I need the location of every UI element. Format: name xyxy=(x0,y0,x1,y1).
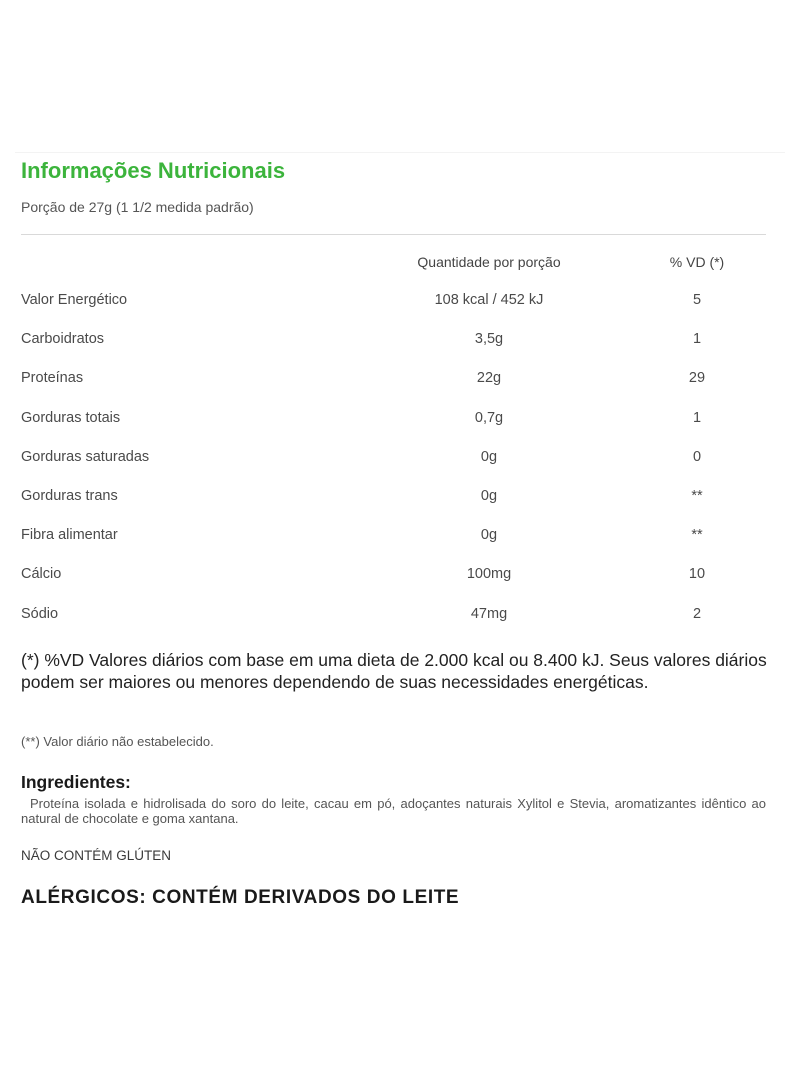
ingredients-heading: Ingredientes: xyxy=(21,772,131,792)
nutrient-label: Fibra alimentar xyxy=(21,527,118,544)
table-row xyxy=(0,402,800,441)
nutrient-label: Gorduras saturadas xyxy=(21,448,150,465)
nutrient-vd: 29 xyxy=(688,370,706,387)
nutrient-amount: 0g xyxy=(480,487,498,504)
nutrient-label: Cálcio xyxy=(21,566,62,583)
top-divider xyxy=(15,152,785,153)
header-divider xyxy=(21,234,766,235)
portion-size: Porção de 27g (1 1/2 medida padrão) xyxy=(21,199,254,215)
nutrient-amount: 47mg xyxy=(470,605,508,622)
table-row xyxy=(0,519,800,558)
gluten-notice: NÃO CONTÉM GLÚTEN xyxy=(21,848,172,863)
nutrition-rows xyxy=(0,284,800,637)
nutrient-amount: 0g xyxy=(480,527,498,544)
table-row xyxy=(0,480,800,519)
nutrient-label: Carboidratos xyxy=(21,331,105,348)
daily-value-note: (*) %VD Valores diários com base em uma dieta de 2.000 kcal ou 8.400 kJ. Seus valores diários podem ser maiores ou menores dependendo de suas necessidades energéticas. xyxy=(21,650,767,692)
nutrient-vd: 1 xyxy=(692,331,702,348)
column-header-vd: % VD (*) xyxy=(669,254,725,270)
ingredients-text: Proteína isolada e hidrolisada do soro do leite, cacau em pó, adoçantes naturais Xylitol e Stevia, aromatizantes idêntico ao natural de chocolate e goma xantana. xyxy=(21,796,766,826)
allergen-notice: ALÉRGICOS: CONTÉM DERIVADOS DO LEITE xyxy=(21,887,460,908)
nutrient-amount: 0g xyxy=(480,448,498,465)
nutrient-label: Valor Energético xyxy=(21,292,128,308)
nutrient-vd: ** xyxy=(691,487,703,504)
nutrient-vd: 5 xyxy=(692,292,702,308)
table-row xyxy=(0,598,800,637)
nutrient-vd: 1 xyxy=(692,409,702,426)
nutrient-label: Gorduras totais xyxy=(21,409,121,426)
daily-value-footnote: (**) Valor diário não estabelecido. xyxy=(21,734,214,749)
nutrient-amount: 100mg xyxy=(466,566,512,583)
table-row xyxy=(0,284,800,323)
page-title: Informações Nutricionais xyxy=(21,158,286,183)
table-row xyxy=(0,323,800,362)
nutrient-amount: 22g xyxy=(476,370,502,387)
column-header-amount: Quantidade por porção xyxy=(417,254,561,270)
nutrient-vd: ** xyxy=(691,527,703,544)
table-row xyxy=(0,441,800,480)
table-row xyxy=(0,558,800,597)
nutrient-vd: 0 xyxy=(692,448,702,465)
nutrient-label: Proteínas xyxy=(21,370,84,387)
nutrient-label: Gorduras trans xyxy=(21,487,118,504)
table-row xyxy=(0,362,800,401)
nutrient-vd: 2 xyxy=(692,605,702,622)
nutrient-vd: 10 xyxy=(688,566,706,583)
nutrient-amount: 108 kcal / 452 kJ xyxy=(434,292,544,308)
nutrient-label: Sódio xyxy=(21,605,59,622)
nutrient-amount: 3,5g xyxy=(474,331,504,348)
nutrient-amount: 0,7g xyxy=(474,409,504,426)
